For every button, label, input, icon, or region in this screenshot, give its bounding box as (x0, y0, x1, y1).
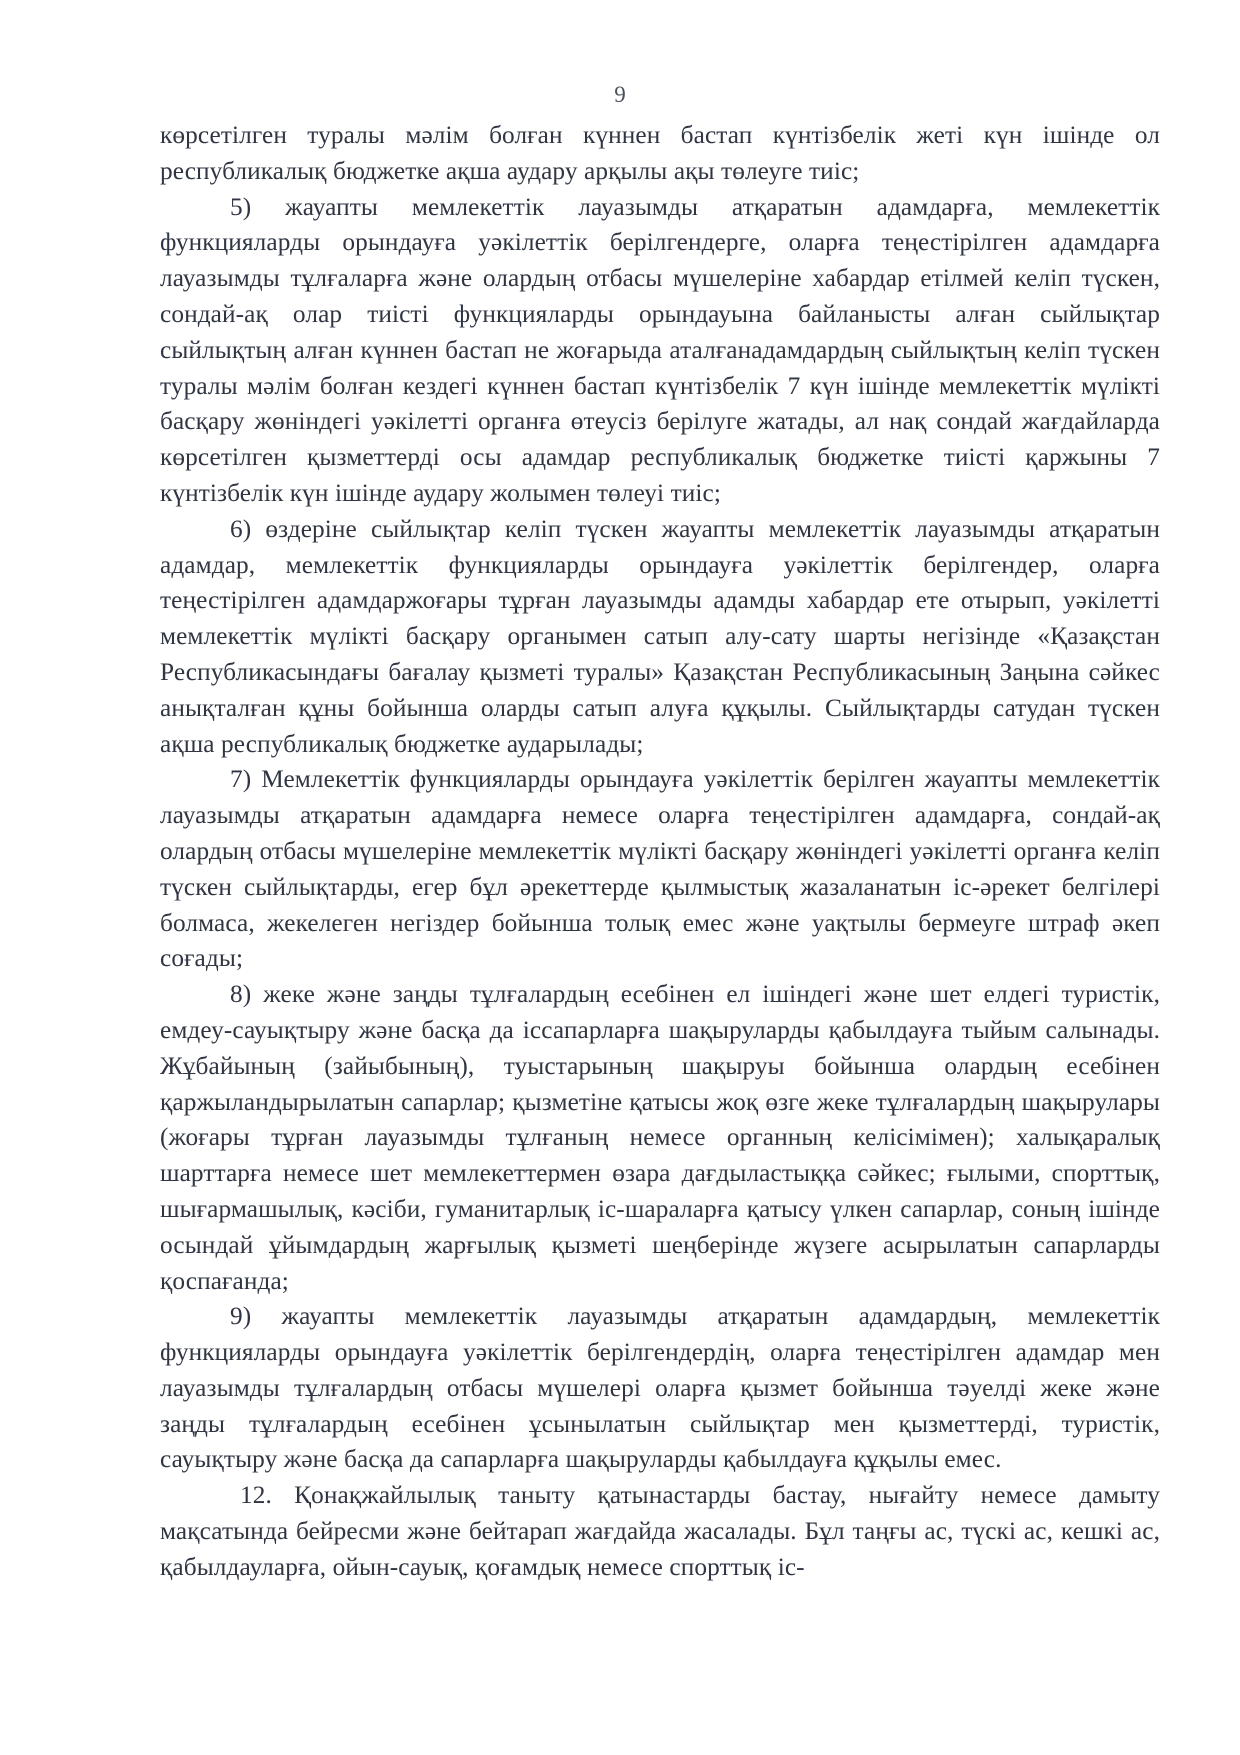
paragraph-item-8: 8) жеке және заңды тұлғалардың есебінен ел ішіндегі және шет елдегі туристік, емдеу-сауықтыру және басқа да іссапарларға шақыруларды қабылдауға тыйым салынады. Жұбайының (зайыбының), туыстарының шақыруы бойынша олардың есебінен қаржыландырылатын сапарлар; қызметіне қатысы жоқ өзге жеке тұлғалардың шақырулары (жоғары тұрған лауазымды тұлғаның немесе органның келісімімен); халықаралық шарттарға немесе шет мемлекеттермен өзара дағдыластыққа сәйкес; ғылыми, спорттық, шығармашылық, кәсіби, гуманитарлық іс-шараларға қатысу үлкен сапарлар, соның ішінде осындай ұйымдардың жарғылық қызметі шеңберінде жүзеге асырылатын сапарларды қоспағанда; (160, 980, 1160, 1295)
page-number: 9 (614, 82, 626, 107)
paragraph-item-9: 9) жауапты мемлекеттік лауазымды атқаратын адамдардың, мемлекеттік функцияларды орындауға уәкілеттік берілгендердің, оларға теңестірілген адамдар мен лауазымды тұлғалардың отбасы мүшелері оларға қызмет бойынша тәуелді жеке және заңды тұлғалардың есебінен ұсынылатын сыйлықтар мен қызметтерді, туристік, сауықтыру және басқа да сапарларға шақыруларды қабылдауға құқылы емес. (160, 1302, 1160, 1474)
paragraph-item-4-continuation: көрсетілген туралы мәлім болған күннен бастап күнтізбелік жеті күн ішінде ол республикалық бюджетке ақша аудару арқылы ақы төлеуге тиіс; (160, 121, 1160, 185)
paragraph-item-7: 7) Мемлекеттік функцияларды орындауға уәкілеттік берілген жауапты мемлекеттік лауазымды атқаратын адамдарға немесе оларға теңестірілген адамдарға, сондай-ақ олардың отбасы мүшелеріне мемлекеттік мүлікті басқару жөніндегі уәкілетті органға келіп түскен сыйлықтарды, егер бұл әрекеттерде қылмыстық жазаланатын іс-әрекет белгілері болмаса, жекелеген негіздер бойынша толық емес және уақтылы бермеуге штраф әкеп соғады; (160, 765, 1160, 973)
paragraph-item-6: 6) өздеріне сыйлықтар келіп түскен жауапты мемлекеттік лауазымды атқаратын адамдар, мемлекеттік функцияларды орындауға уәкілеттік берілгендер, оларға теңестірілген адамдаржоғары тұрған лауазымды адамды хабардар ете отырып, уәкілетті мемлекеттік мүлікті басқару органымен сатып алу-сату шарты негізінде «Қазақстан Республикасындағы бағалау қызметі туралы» Қазақстан Республикасының Заңына сәйкес анықталған құны бойынша оларды сатып алуға құқылы. Сыйлықтарды сатудан түскен ақша республикалық бюджетке аударылады; (160, 514, 1160, 758)
paragraph-section-12: 12. Қонақжайлылық таныту қатынастарды бастау, нығайту немесе дамыту мақсатында бейресми және бейтарап жағдайда жасалады. Бұл таңғы ас, түскі ас, кешкі ас, қабылдауларға, ойын-сауық, қоғамдық немесе спорттық іс- (160, 1481, 1160, 1581)
paragraph-item-5: 5) жауапты мемлекеттік лауазымды атқаратын адамдарға, мемлекеттік функцияларды орындауға уәкілеттік берілгендерге, оларға теңестірілген адамдарға лауазымды тұлғаларға және олардың отбасы мүшелеріне хабардар етілмей келіп түскен, сондай-ақ олар тиісті функцияларды орындауына байланысты алған сыйлықтар сыйлықтың алған күннен бастап не жоғарыда аталғанадамдардың сыйлықтың келіп түскен туралы мәлім болған кездегі күннен бастап күнтізбелік 7 күн ішінде мемлекеттік мүлікті басқару жөніндегі уәкілетті органға өтеусіз берілуге жатады, ал нақ сондай жағдайларда көрсетілген қызметтерді осы адамдар республикалық бюджетке тиісті қаржыны 7 күнтізбелік күн ішінде аудару жолымен төлеуі тиіс; (160, 192, 1160, 507)
document-body (160, 118, 1160, 1586)
